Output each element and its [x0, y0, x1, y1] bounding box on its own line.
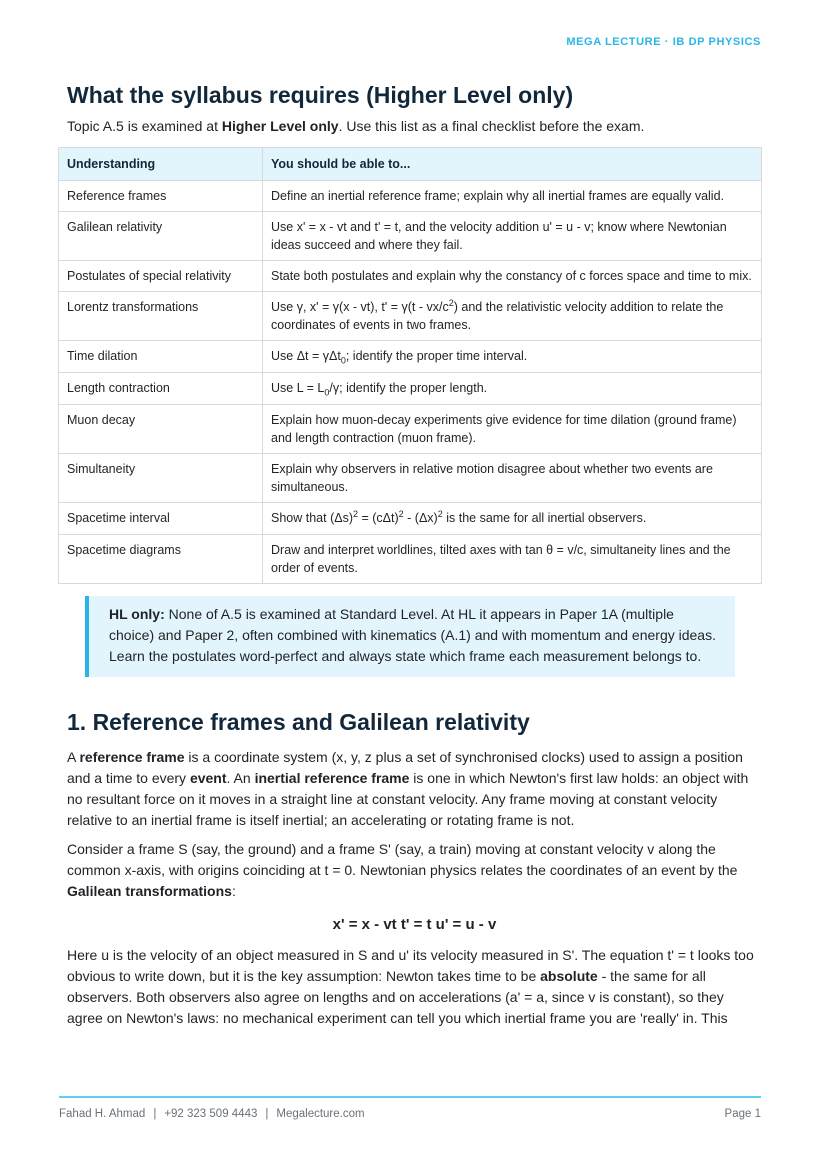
- row-topic: Simultaneity: [59, 454, 263, 503]
- row-topic: Time dilation: [59, 341, 263, 373]
- table-header-row: [59, 148, 762, 181]
- table-row: [59, 503, 762, 535]
- row-text: Explain how muon-decay experiments give evidence for time dilation (ground frame) and length contraction (muon frame).: [263, 405, 762, 454]
- superscript: 2: [353, 508, 359, 519]
- table-row: [59, 454, 762, 503]
- footer-author: Fahad H. Ahmad: [59, 1108, 146, 1120]
- table-row: [59, 212, 762, 261]
- galilean-equation: x' = x - vt t' = t u' = u - v: [332, 916, 497, 933]
- row-topic: Length contraction: [59, 373, 263, 405]
- row-text-part: /γ; identify the proper length.: [329, 381, 488, 395]
- row-text-part: is the same for all inertial observers.: [442, 511, 647, 525]
- text: . An: [226, 770, 255, 786]
- paragraph-absolute-time: [67, 945, 762, 1029]
- footer-divider: [59, 1096, 761, 1098]
- table-row: [59, 181, 762, 212]
- text: is one in which Newton's first law holds: an object with no resultant force on it moves in a straight line at constant velocity. Any frame moving at constant velocity relative to an inertial frame is itself inertial; an accelerating or rotating frame is not.: [67, 770, 749, 828]
- row-topic: Spacetime diagrams: [59, 535, 263, 584]
- row-text: [263, 373, 762, 405]
- row-text: Use x' = x - vt and t' = t, and the velocity addition u' = u - v; know where Newtonian ideas succeed and where they fail.: [263, 212, 762, 261]
- text: is a coordinate system (x, y, z plus a set of synchronised clocks) used to assign a position and a time to every: [67, 749, 743, 786]
- header-able-to: You should be able to...: [263, 148, 762, 181]
- row-text-part: ; identify the proper time interval.: [345, 349, 528, 363]
- table-row: [59, 292, 762, 341]
- syllabus-intro: [67, 116, 762, 137]
- footer-phone: +92 323 509 4443: [164, 1108, 258, 1120]
- row-text-part: ) and the relativistic velocity addition to relate the coordinates of events in two frames.: [271, 300, 724, 332]
- superscript: 2: [437, 508, 443, 519]
- row-text-part: Use γ, x' = γ(x - vt), t' = γ(t - vx/c: [271, 300, 449, 314]
- row-topic: Reference frames: [59, 181, 263, 212]
- paragraph-reference-frame: [67, 747, 762, 831]
- term: inertial reference frame: [254, 770, 410, 786]
- row-topic: Spacetime interval: [59, 503, 263, 535]
- subscript: 0: [340, 355, 346, 366]
- superscript: 2: [398, 508, 404, 519]
- row-topic: Lorentz transformations: [59, 292, 263, 341]
- intro-text-end: . Use this list as a final checklist before the exam.: [338, 118, 645, 134]
- term: reference frame: [79, 749, 185, 765]
- intro-bold: Higher Level only: [221, 118, 339, 134]
- paragraph-galilean: [67, 839, 762, 902]
- row-text: [263, 292, 762, 341]
- section-1-heading: 1. Reference frames and Galilean relativity: [67, 709, 530, 735]
- row-text-part: Use Δt = γΔt: [271, 349, 341, 363]
- footer-info: [59, 1108, 365, 1120]
- row-text: Define an inertial reference frame; explain why all inertial frames are equally valid.: [263, 181, 762, 212]
- callout-text: None of A.5 is examined at Standard Level. At HL it appears in Paper 1A (multiple choice) and Paper 2, often combined with kinematics (A.1) and with momentum and energy ideas. Learn the postulates word-perfect and always state which frame each measurement belongs to.: [109, 606, 716, 664]
- footer-separator: |: [265, 1108, 269, 1120]
- row-text: Explain why observers in relative motion disagree about whether two events are simultaneous.: [263, 454, 762, 503]
- footer-site: Megalecture.com: [276, 1108, 365, 1120]
- superscript: 2: [448, 297, 454, 308]
- term: event: [189, 770, 227, 786]
- subscript: 0: [324, 387, 330, 398]
- footer-separator: |: [153, 1108, 157, 1120]
- syllabus-heading: What the syllabus requires (Higher Level only): [67, 82, 574, 108]
- row-text: [263, 341, 762, 373]
- running-header: MEGA LECTURE · IB DP PHYSICS: [566, 36, 761, 48]
- text: :: [231, 883, 236, 899]
- page-content: [67, 80, 762, 1037]
- row-topic: Galilean relativity: [59, 212, 263, 261]
- table-row: [59, 535, 762, 584]
- row-text-part: - (Δx): [403, 511, 438, 525]
- row-text-part: Use L = L: [271, 381, 325, 395]
- table-row: [59, 341, 762, 373]
- row-text: [263, 503, 762, 535]
- text: Consider a frame S (say, the ground) and a frame S' (say, a train) moving at constant velocity v along the common x-axis, with origins coinciding at t = 0. Newtonian physics relates the coordinates of an event by the: [67, 841, 738, 878]
- hl-only-callout: [85, 596, 735, 677]
- row-topic: Muon decay: [59, 405, 263, 454]
- table-row: [59, 373, 762, 405]
- row-text-part: = (cΔt): [358, 511, 399, 525]
- row-text: Draw and interpret worldlines, tilted axes with tan θ = v/c, simultaneity lines and the order of events.: [263, 535, 762, 584]
- header-understanding: Understanding: [59, 148, 263, 181]
- row-text: State both postulates and explain why the constancy of c forces space and time to mix.: [263, 261, 762, 292]
- callout-label: HL only:: [109, 606, 165, 622]
- page-number: Page 1: [724, 1108, 761, 1120]
- table-row: [59, 405, 762, 454]
- text: Here u is the velocity of an object measured in S and u' its velocity measured in S'. The equation t' = t looks too obvious to write down, but it is the key assumption: Newton takes time to be: [67, 947, 754, 984]
- syllabus-table: [58, 147, 762, 584]
- term: absolute: [540, 968, 598, 984]
- table-row: [59, 261, 762, 292]
- text: A: [67, 749, 80, 765]
- row-topic: Postulates of special relativity: [59, 261, 263, 292]
- intro-text-start: Topic A.5 is examined at: [67, 118, 222, 134]
- row-text-part: Show that (Δs): [271, 511, 353, 525]
- term: Galilean transformations: [67, 883, 232, 899]
- text: - the same for all observers. Both observers also agree on lengths and on accelerations (a' = a, since v is constant), so they agree on Newton's laws: no mechanical experiment can tell you which inertial frame you are 'really' in. This: [67, 968, 728, 1026]
